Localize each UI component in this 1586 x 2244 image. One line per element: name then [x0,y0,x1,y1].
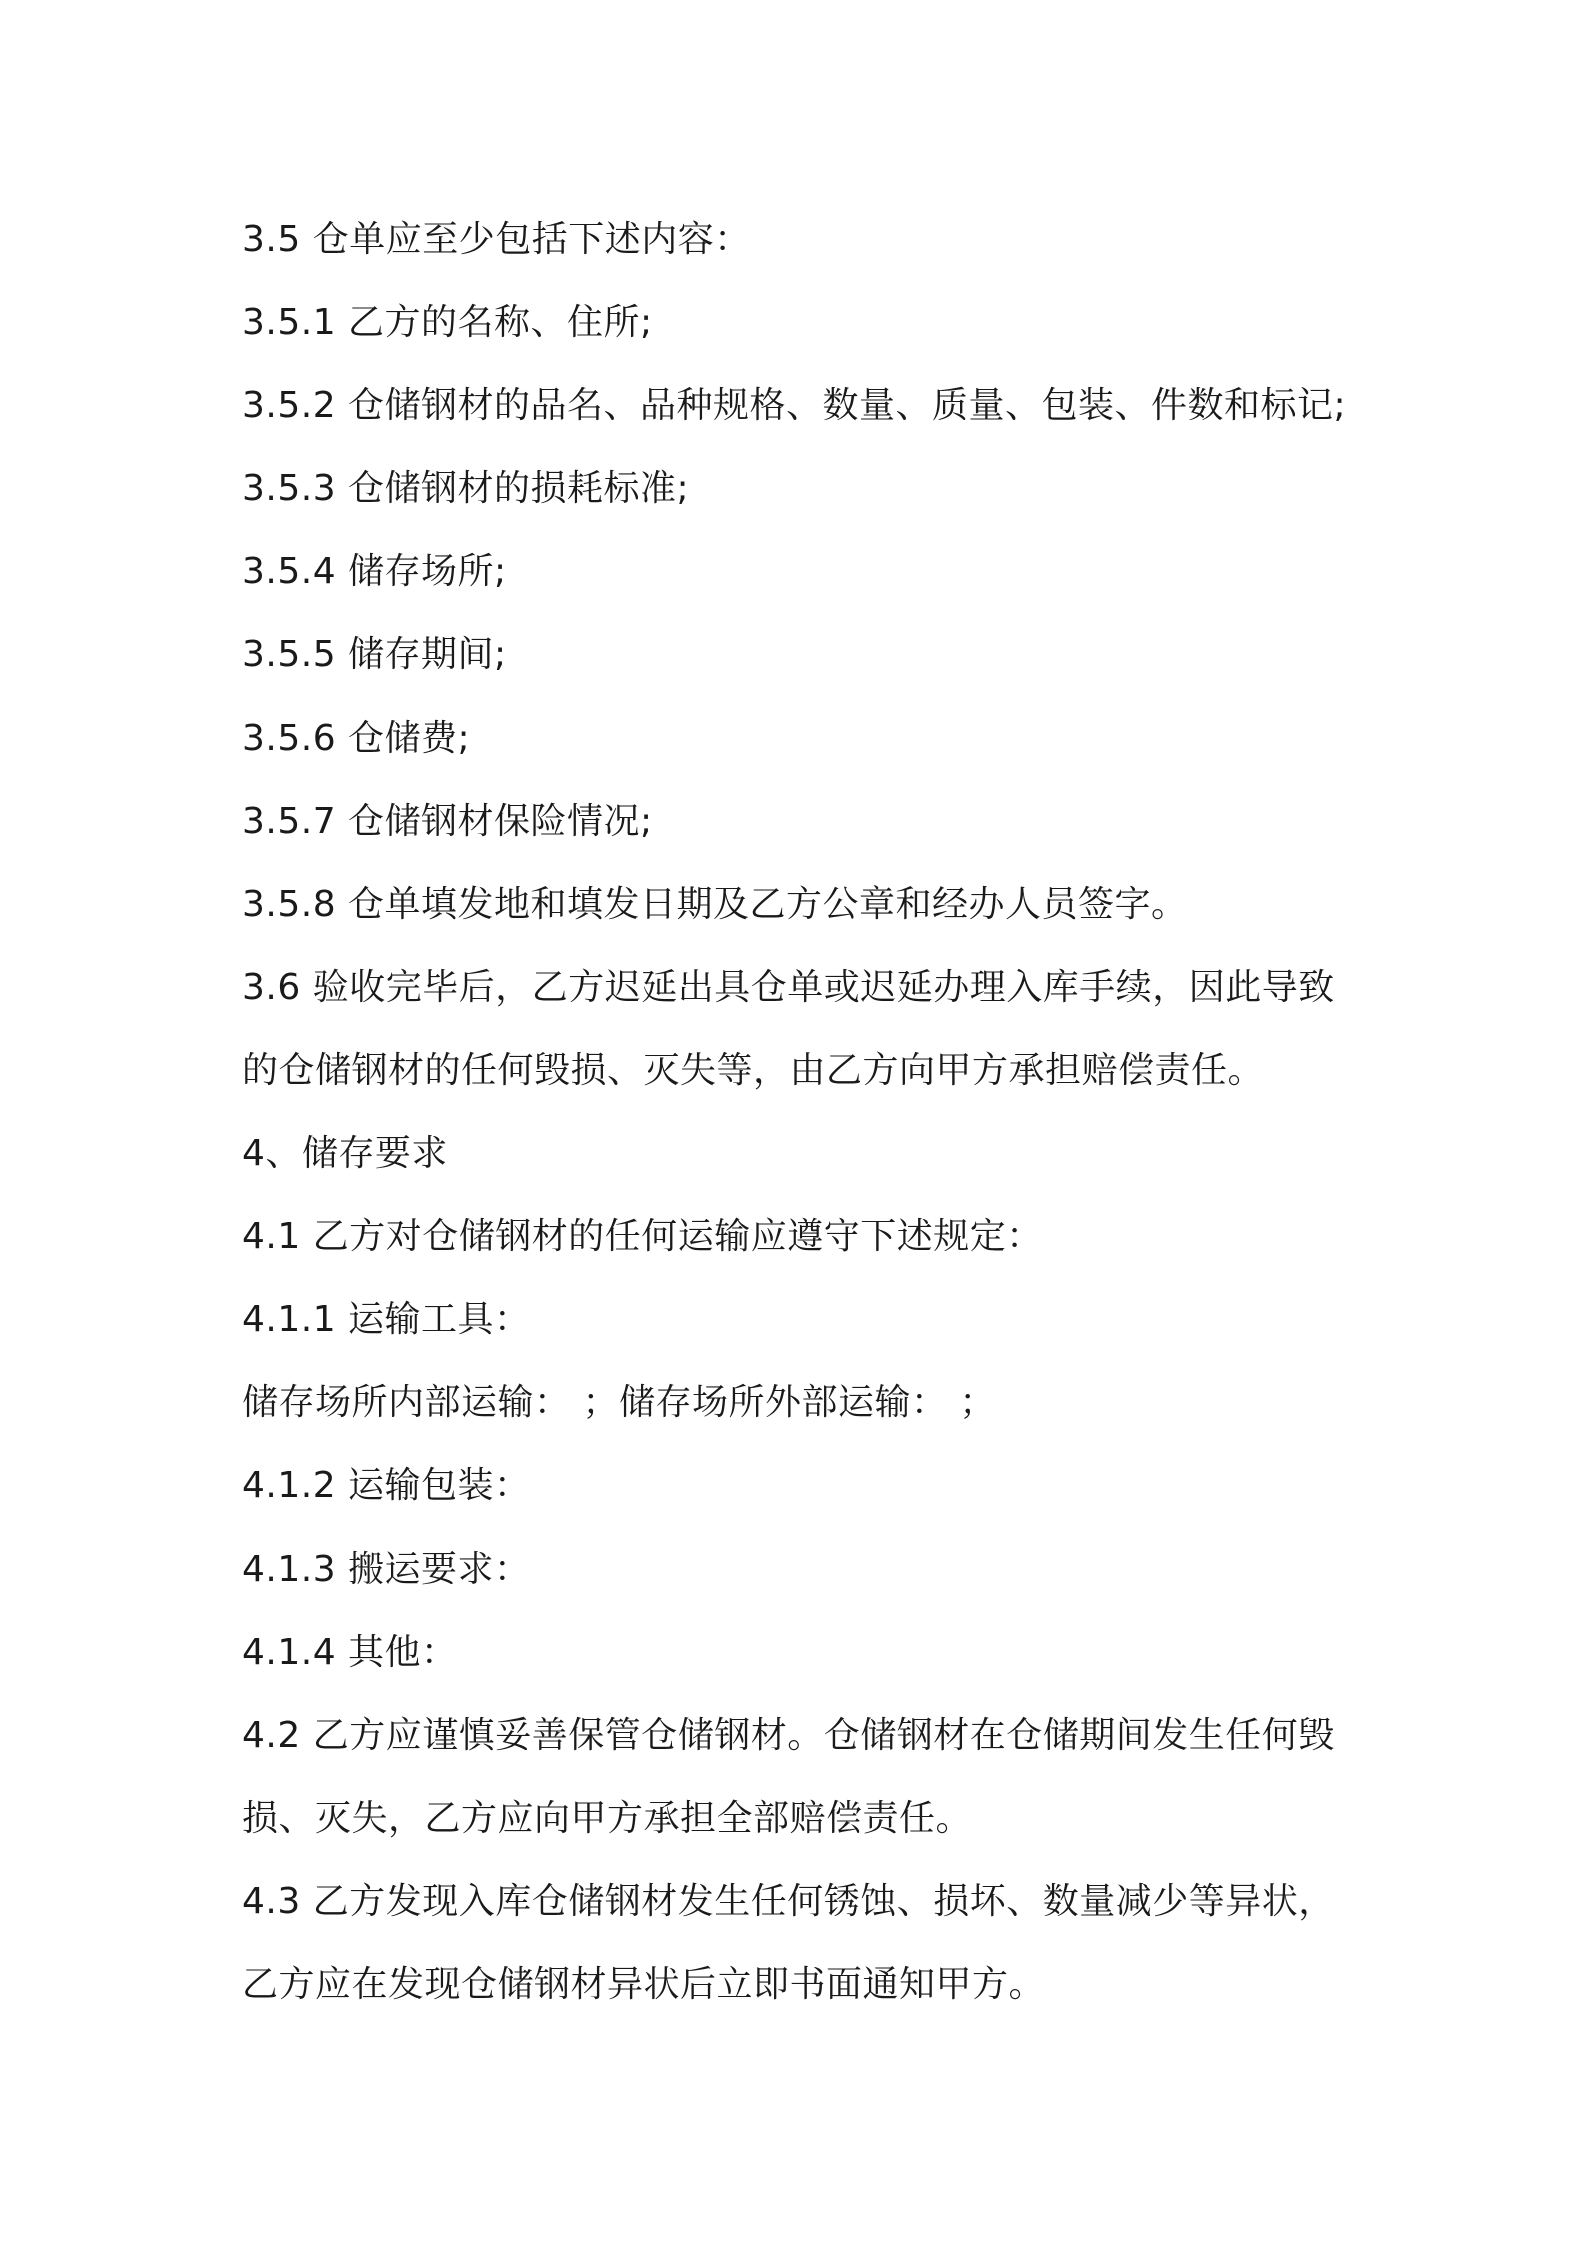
clause-3-6-line-2: 的仓储钢材的任何毁损、灭失等，由乙方向甲方承担赔偿责任。 [242,1049,1265,1091]
clause-4-3-line-2: 乙方应在发现仓储钢材异状后立即书面通知甲方。 [242,1963,1046,2005]
clause-3-5-7: 3.5.7 仓储钢材保险情况; [242,800,653,842]
clause-3-6-line-1: 3.6 验收完毕后，乙方迟延出具仓单或迟延办理入库手续，因此导致 [242,966,1335,1008]
clause-4-1-1: 4.1.1 运输工具： [242,1299,531,1341]
clause-3-5-6: 3.5.6 仓储费; [242,717,471,759]
clause-4-1-4: 4.1.4 其他： [242,1631,458,1673]
clause-4-1-3: 4.1.3 搬运要求： [242,1548,531,1590]
clause-4-1-2: 4.1.2 运输包装： [242,1465,531,1507]
clause-3-5-1: 3.5.1 乙方的名称、住所; [242,302,653,344]
clause-4-2-line-2: 损、灭失，乙方应向甲方承担全部赔偿责任。 [242,1797,973,1839]
clause-3-5-3: 3.5.3 仓储钢材的损耗标准; [242,468,690,510]
clause-3-5-2: 3.5.2 仓储钢材的品名、品种规格、数量、质量、包装、件数和标记; [242,385,1347,427]
clause-4-1: 4.1 乙方对仓储钢材的任何运输应遵守下述规定： [242,1216,1043,1258]
clause-3-5-5: 3.5.5 储存期间; [242,634,507,676]
clause-3-5-8: 3.5.8 仓单填发地和填发日期及乙方公章和经办人员签字。 [242,883,1188,925]
clause-3-5-4: 3.5.4 储存场所; [242,551,507,593]
transport-details: 储存场所内部运输： ；储存场所外部运输： ； [242,1382,996,1424]
document-body [242,198,1362,2026]
clause-4-2-line-1: 4.2 乙方应谨慎妥善保管仓储钢材。仓储钢材在仓储期间发生任何毁 [242,1714,1335,1756]
clause-3-5: 3.5 仓单应至少包括下述内容： [242,219,751,260]
clause-4-3-line-1: 4.3 乙方发现入库仓储钢材发生任何锈蚀、损坏、数量减少等异状， [242,1880,1335,1922]
section-4-heading: 4、储存要求 [242,1133,448,1175]
